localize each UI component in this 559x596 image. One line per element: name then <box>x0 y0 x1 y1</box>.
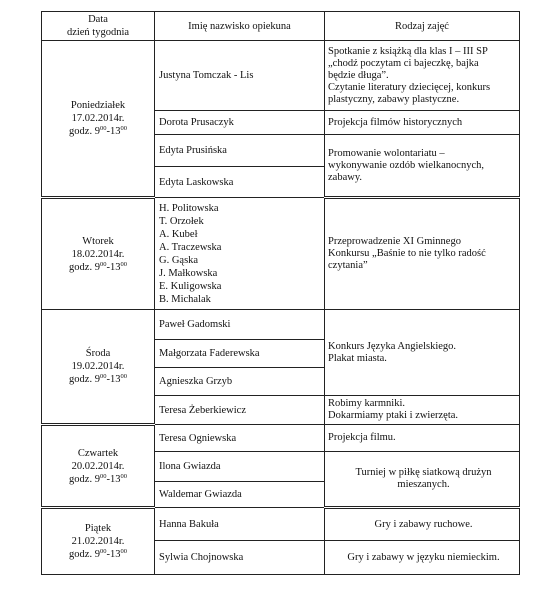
schedule-table <box>41 11 520 575</box>
time-label: godz. $9^{00}-13^{00}$ <box>69 373 127 385</box>
time-label: godz. $9^{00}-13^{00}$ <box>69 548 127 560</box>
activity-cell: Przeprowadzenie XI Gminnego Konkursu „Baśnie to nie tylko radość czytania” <box>325 198 520 310</box>
time-label: godz. $9^{00}-13^{00}$ <box>69 125 127 137</box>
caretaker-name: Ilona Gwiazda <box>155 452 325 482</box>
day-cell-thursday: Czwartek 20.02.2014r. godz. $9^{00}-13^{00}$ <box>42 425 155 508</box>
table-row <box>42 198 520 310</box>
caretaker-name: Edyta Prusińska <box>155 135 325 167</box>
day-cell-wednesday: Środa 19.02.2014r. godz. $9^{00}-13^{00}$ <box>42 310 155 425</box>
header-name: Imię nazwisko opiekuna <box>155 12 325 41</box>
table-row <box>42 41 520 111</box>
caretaker-name: Waldemar Gwiazda <box>155 482 325 508</box>
caretaker-name: Małgorzata Faderewska <box>155 340 325 368</box>
table-row <box>42 508 520 541</box>
caretaker-name: Teresa Żeberkiewicz <box>155 396 325 425</box>
activity-cell: Turniej w piłkę siatkową drużyn mieszanych. <box>325 452 520 508</box>
activity-cell: Gry i zabawy ruchowe. <box>325 508 520 541</box>
header-activity: Rodzaj zajęć <box>325 12 520 41</box>
activity-cell: Konkurs Języka Angielskiego. Plakat miasta. <box>325 310 520 396</box>
caretaker-list: H. Politowska T. Orzołek A. Kubeł A. Traczewska G. Gąska J. Małkowska E. Kuligowska B. Michalak <box>155 198 325 310</box>
day-cell-tuesday: Wtorek 18.02.2014r. godz. $9^{00}-13^{00}$ <box>42 198 155 310</box>
header-row <box>42 12 520 41</box>
time-label: godz. $9^{00}-13^{00}$ <box>69 260 127 273</box>
caretaker-name: Paweł Gadomski <box>155 310 325 340</box>
caretaker-name: Teresa Ogniewska <box>155 425 325 452</box>
caretaker-name: Justyna Tomczak - Lis <box>155 41 325 111</box>
day-cell-friday: Piątek 21.02.2014r. godz. $9^{00}-13^{00}$ <box>42 508 155 575</box>
header-date: Data dzień tygodnia <box>42 12 155 41</box>
caretaker-name: Edyta Laskowska <box>155 167 325 198</box>
activity-cell: Spotkanie z książką dla klas I – III SP „chodź poczytam ci bajeczkę, bajka będzie długa”. Czytanie literatury dziecięcej, konkurs plastyczny, zabawy plastyczne. <box>325 41 520 111</box>
caretaker-name: Dorota Prusaczyk <box>155 111 325 135</box>
caretaker-name: Hanna Bakuła <box>155 508 325 541</box>
day-cell-monday: Poniedziałek 17.02.2014r. godz. $9^{00}-13^{00}$ <box>42 41 155 198</box>
activity-cell: Promowanie wolontariatu – wykonywanie ozdób wielkanocnych, zabawy. <box>325 135 520 198</box>
table-row <box>42 425 520 452</box>
activity-cell: Projekcja filmu. <box>325 425 520 452</box>
activity-cell: Robimy karmniki. Dokarmiamy ptaki i zwierzęta. <box>325 396 520 425</box>
activity-cell: Projekcja filmów historycznych <box>325 111 520 135</box>
table-row <box>42 310 520 340</box>
activity-cell: Gry i zabawy w języku niemieckim. <box>325 541 520 575</box>
time-label: godz. $9^{00}-13^{00}$ <box>69 472 127 485</box>
caretaker-name: Agnieszka Grzyb <box>155 368 325 396</box>
caretaker-name: Sylwia Chojnowska <box>155 541 325 575</box>
